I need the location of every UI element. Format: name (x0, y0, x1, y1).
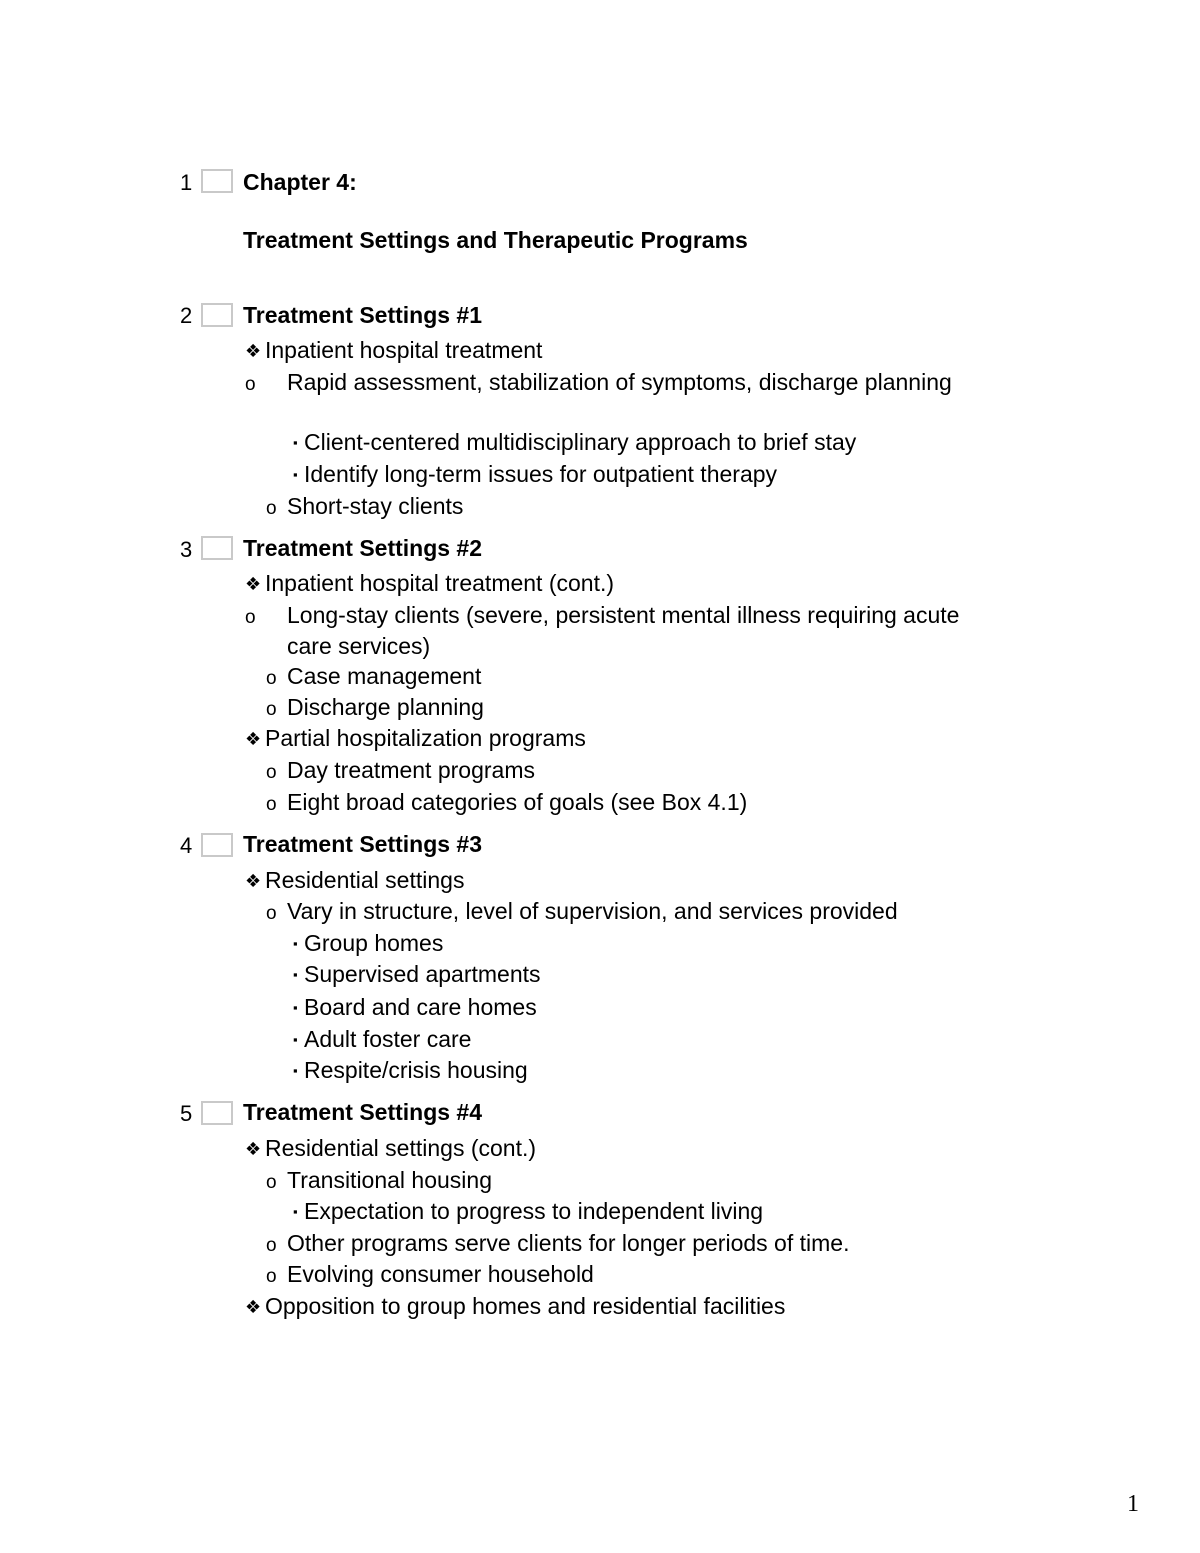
diamond-bullet-icon: ❖ (245, 1297, 262, 1317)
slide-number: 1 (180, 170, 193, 195)
slide-number: 3 (180, 537, 193, 562)
bullet-level1: ❖ Partial hospitalization programs (245, 725, 586, 751)
circle-bullet-icon: o (266, 794, 277, 815)
bullet-level1: ❖ Inpatient hospital treatment (245, 337, 543, 363)
square-bullet-icon: ▪ (293, 435, 298, 450)
square-bullet-icon: ▪ (293, 967, 298, 982)
bullet-level2: o Day treatment programs (266, 756, 535, 787)
bullet-level2: o Long-stay clients (severe, persistent mental illness requiring acute care services) (245, 602, 960, 659)
slide-number: 5 (180, 1101, 193, 1126)
bullet-level3: ▪ Expectation to progress to independent living (293, 1198, 764, 1224)
page-number: 1 (1127, 1491, 1139, 1517)
square-bullet-icon: ▪ (293, 467, 298, 482)
square-bullet-icon: ▪ (293, 1032, 298, 1047)
slide-title: Treatment Settings #4 (243, 1099, 483, 1125)
slide-thumbnail[interactable] (201, 303, 233, 327)
diamond-bullet-icon: ❖ (245, 729, 262, 749)
bullet-level2: o Case management (266, 662, 481, 693)
bullet-level2: o Eight broad categories of goals (see Box 4.1) (266, 788, 747, 819)
bullet-level3: ▪ Identify long-term issues for outpatient therapy (293, 461, 778, 487)
circle-bullet-icon: o (266, 498, 277, 519)
bullet-level2: o Other programs serve clients for longer periods of time. (266, 1229, 849, 1260)
slide-number: 4 (180, 833, 193, 858)
bullet-level3: ▪ Adult foster care (293, 1026, 472, 1052)
bullet-level1: ❖ Residential settings (cont.) (245, 1135, 537, 1161)
circle-bullet-icon: o (266, 1235, 277, 1256)
slide-number: 2 (180, 303, 193, 328)
slide-title: Treatment Settings #1 (243, 302, 483, 328)
circle-bullet-icon: o (245, 374, 256, 395)
slide-thumbnail[interactable] (201, 169, 233, 193)
bullet-level3: ▪ Respite/crisis housing (293, 1057, 528, 1083)
square-bullet-icon: ▪ (293, 1000, 298, 1015)
circle-bullet-icon: o (266, 903, 277, 924)
circle-bullet-icon: o (266, 762, 277, 783)
bullet-level2: o Rapid assessment, stabilization of symptoms, discharge planning (266, 368, 987, 399)
bullet-level3: ▪ Client-centered multidisciplinary approach to brief stay (293, 429, 857, 455)
bullet-level2: o Short-stay clients (266, 492, 463, 523)
bullet-level2: o Transitional housing (266, 1166, 492, 1197)
bullet-level2: o Evolving consumer household (266, 1260, 594, 1291)
slide-title: Chapter 4: (243, 169, 357, 195)
bullet-level2: o Discharge planning (266, 693, 484, 724)
slide-title: Treatment Settings #3 (243, 831, 483, 857)
diamond-bullet-icon: ❖ (245, 871, 262, 891)
circle-bullet-icon: o (266, 668, 277, 689)
circle-bullet-icon: o (266, 1266, 277, 1287)
bullet-level1: ❖ Residential settings (245, 867, 465, 893)
slide-title: Treatment Settings #2 (243, 535, 483, 561)
slide-subtitle: Treatment Settings and Therapeutic Programs (243, 227, 748, 253)
bullet-level1: ❖ Inpatient hospital treatment (cont.) (245, 570, 615, 596)
square-bullet-icon: ▪ (293, 1063, 298, 1078)
diamond-bullet-icon: ❖ (245, 1139, 262, 1159)
bullet-level3: ▪ Board and care homes (293, 994, 537, 1020)
slide-thumbnail[interactable] (201, 1101, 233, 1125)
circle-bullet-icon: o (245, 607, 256, 628)
bullet-level1: ❖ Opposition to group homes and residential facilities (245, 1293, 786, 1319)
slide-thumbnail[interactable] (201, 833, 233, 857)
slide-thumbnail[interactable] (201, 536, 233, 560)
bullet-level3: ▪ Group homes (293, 930, 444, 956)
square-bullet-icon: ▪ (293, 936, 298, 951)
circle-bullet-icon: o (266, 699, 277, 720)
diamond-bullet-icon: ❖ (245, 341, 262, 361)
bullet-level3: ▪ Supervised apartments (293, 961, 541, 987)
circle-bullet-icon: o (266, 1172, 277, 1193)
diamond-bullet-icon: ❖ (245, 574, 262, 594)
square-bullet-icon: ▪ (293, 1204, 298, 1219)
bullet-level2: o Vary in structure, level of supervision, and services provided (266, 897, 898, 928)
